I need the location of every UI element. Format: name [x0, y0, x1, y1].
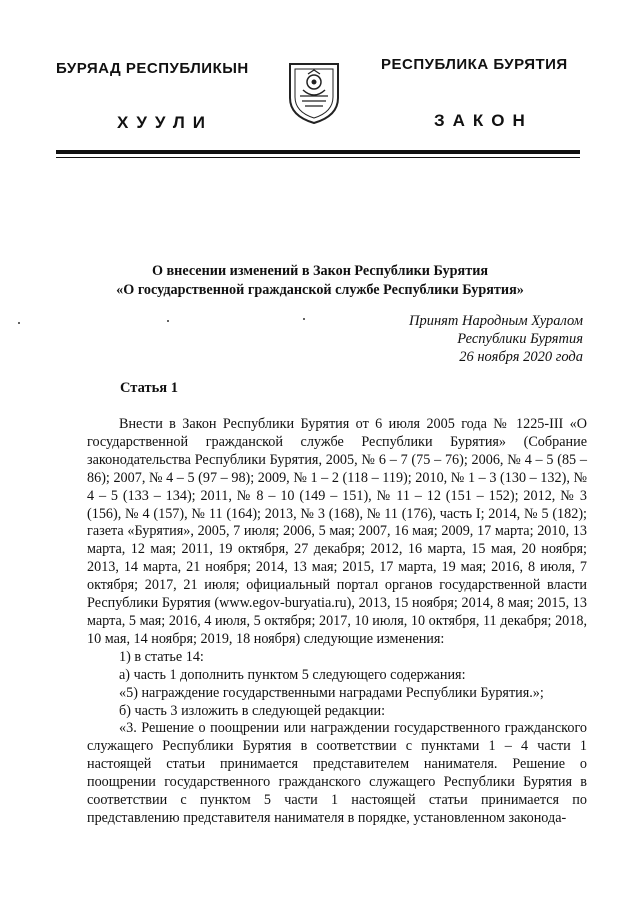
- article-body: [87, 416, 587, 828]
- scan-speck: [167, 320, 169, 322]
- scan-speck: [303, 318, 305, 320]
- header-divider-thick: [56, 150, 580, 154]
- header-divider-thin: [56, 157, 580, 158]
- header-right-title: РЕСПУБЛИКА БУРЯТИЯ: [381, 56, 568, 73]
- amendment-item-b: б) часть 3 изложить в следующей редакции:: [119, 702, 386, 719]
- header-left-title: БУРЯАД РЕСПУБЛИКЫН: [56, 60, 249, 77]
- scan-speck: [18, 322, 20, 324]
- adoption-date: 26 ноября 2020 года: [459, 349, 583, 365]
- amendment-item-1: 1) в статье 14:: [119, 648, 204, 665]
- document-title: [0, 262, 640, 300]
- header-left-doc-type: ХУУЛИ: [117, 113, 213, 132]
- adoption-line-2: Республики Бурятия: [457, 331, 583, 347]
- coat-of-arms-icon: [286, 60, 342, 126]
- document-title-line-2: «О государственной гражданской службе Республики Бурятия»: [116, 282, 524, 298]
- adoption-note: [409, 312, 583, 366]
- adoption-line-1: Принят Народным Хуралом: [408, 313, 583, 329]
- article-intro-paragraph: Внести в Закон Республики Бурятия от 6 июля 2005 года № 1225-III «О государственной гражданской службе Республики Бурятия» (Собрание законодательства Республики Бурятия, 2005, № 6 – 7 (75 – 76); 2006, № 4 – 5 (85 – 86); 2007, № 4 – 5 (97 – 98); 2009, № 1 – 2 (118 – 119); 2010, № 1 – 3 (130 – 132), № 4 – 5 (133 – 134); 2011, № 8 – 10 (149 – 151), № 11 – 12 (151 – 152); 2012, № 3 (156), № 4 (157), № 11 (164); 2013, № 3 (168), № 11 (176), часть I; 2014, № 5 (182); газета «Бурятия», 2005, 7 июля; 2006, 5 мая; 2007, 16 мая; 2009, 17 марта; 2010, 13 марта, 12 мая; 2011, 19 октября, 27 декабря; 2012, 16 марта, 15 мая, 20 ноября; 2013, 14 марта, 21 ноября; 2014, 13 мая; 2015, 17 марта, 19 мая; 2016, 8 июля, 7 октября; 2017, 21 июля; официальный портал органов государственной власти Республики Бурятия (www.egov-buryatia.ru), 2013, 15 ноября; 2014, 8 мая; 2015, 13 марта, 5 мая; 2016, 4 июля, 5 октября; 2017, 10 июля, 10 октября, 11 декабря; 2018, 10 мая, 14 ноября; 2019, 18 ноября) следующие изменения:: [87, 416, 587, 647]
- article-heading: Статья 1: [120, 380, 178, 396]
- header-right-doc-type: ЗАКОН: [434, 111, 533, 130]
- amendment-item-b-text: «3. Решение о поощрении или награждении государственного гражданского служащего Республики Бурятия в соответствии с пунктами 1 – 4 части 1 настоящей статьи принимается представителем нанимателя. Решение о поощрении государственного гражданского служащего Республики Бурятия в соответствии с пунктом 5 части 1 настоящей статьи принимается по представлению представителя нанимателя в порядке, установленном законода-: [87, 720, 587, 826]
- amendment-item-a-text: «5) награждение государственными наградами Республики Бурятия.»;: [119, 684, 544, 701]
- document-title-line-1: О внесении изменений в Закон Республики Бурятия: [151, 263, 489, 279]
- amendment-item-a: а) часть 1 дополнить пунктом 5 следующего содержания:: [119, 666, 466, 683]
